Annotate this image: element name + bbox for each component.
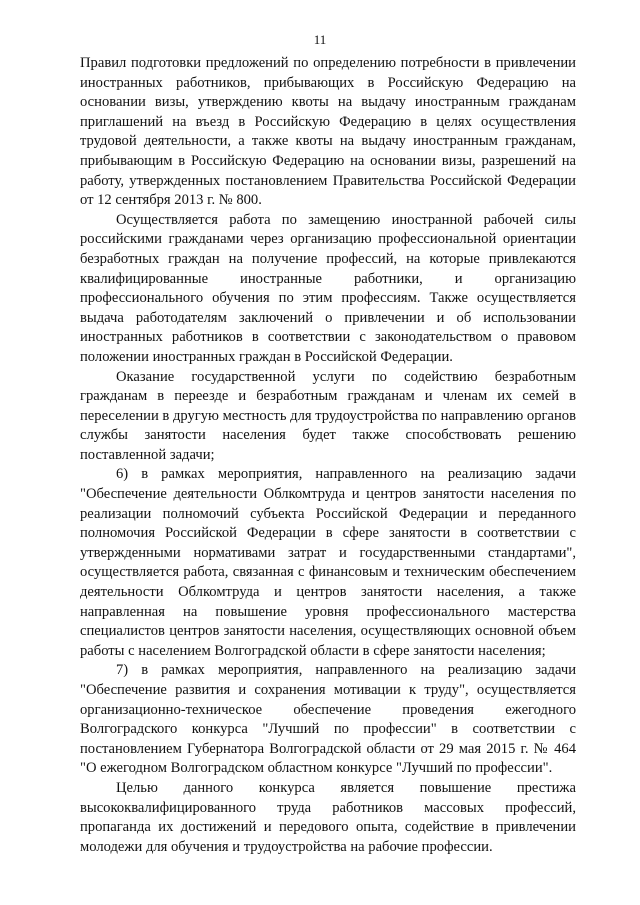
paragraph-item-6: 6) в рамках мероприятия, направленного на реализацию задачи "Обеспечение деятельности Облкомтруда и центров занятости населения по реализации полномочий субъекта Российской Федерации и переданного полномочия Российской Федерации в сфере занятости в соответствии с утвержденными нормативами затрат и государственными стандартами", осуществляется работа, связанная с финансовым и техническим обеспечением деятельности Облкомтруда и центров занятости населения, а также направленная на повышение уровня профессионального мастерства специалистов центров занятости населения, осуществляющих основной объем работы с населением Волгоградской области в сфере занятости населения; <box>80 466 576 659</box>
paragraph-item-7: 7) в рамках мероприятия, направленного на реализацию задачи "Обеспечение развития и сохранения мотивации к труду", осуществляется организационно-техническое обеспечение проведения ежегодного Волгоградского конкурса "Лучший по профессии" в соответствии с постановлением Губернатора Волгоградской области от 29 мая 2015 г. № 464 "О ежегодном Волгоградском областном конкурсе "Лучший по профессии". <box>80 662 576 777</box>
page-number: 11 <box>313 32 327 47</box>
paragraph-contest-goal: Целью данного конкурса является повышение престижа высококвалифицированного труда работников массовых профессий, пропаганда их достижений и передового опыта, содействие в привлечении молодежи для обучения и трудоустройства на рабочие профессии. <box>80 779 576 855</box>
document-body <box>80 54 576 857</box>
paragraph-rules-continuation: Правил подготовки предложений по определению потребности в привлечении иностранных работников, прибывающих в Российскую Федерацию на основании визы, утверждению квоты на выдачу иностранным гражданам приглашений на въезд в Российскую Федерацию в целях осуществления трудовой деятельности, а также квоты на выдачу иностранным гражданам, прибывающим в Российскую Федерацию на основании визы, разрешений на работу, утвержденных постановлением Правительства Российской Федерации от 12 сентября 2013 г. № 800. <box>80 55 576 209</box>
paragraph-relocation-service: Оказание государственной услуги по содействию безработным гражданам в переезде и безработным гражданам и членам их семей в переселении в другую местность для трудоустройства по направлению органов службы занятости населения будет также способствовать решению поставленной задачи; <box>80 368 576 463</box>
paragraph-workforce-replacement: Осуществляется работа по замещению иностранной рабочей силы российскими гражданами через организацию профессиональной ориентации безработных граждан на получение профессий, на которые привлекаются квалифицированные иностранные работники, и организацию профессионального обучения по этим профессиям. Также осуществляется выдача работодателям заключений о привлечении и об использовании иностранных работников в соответствии с законодательством о правовом положении иностранных граждан в Российской Федерации. <box>80 211 576 365</box>
